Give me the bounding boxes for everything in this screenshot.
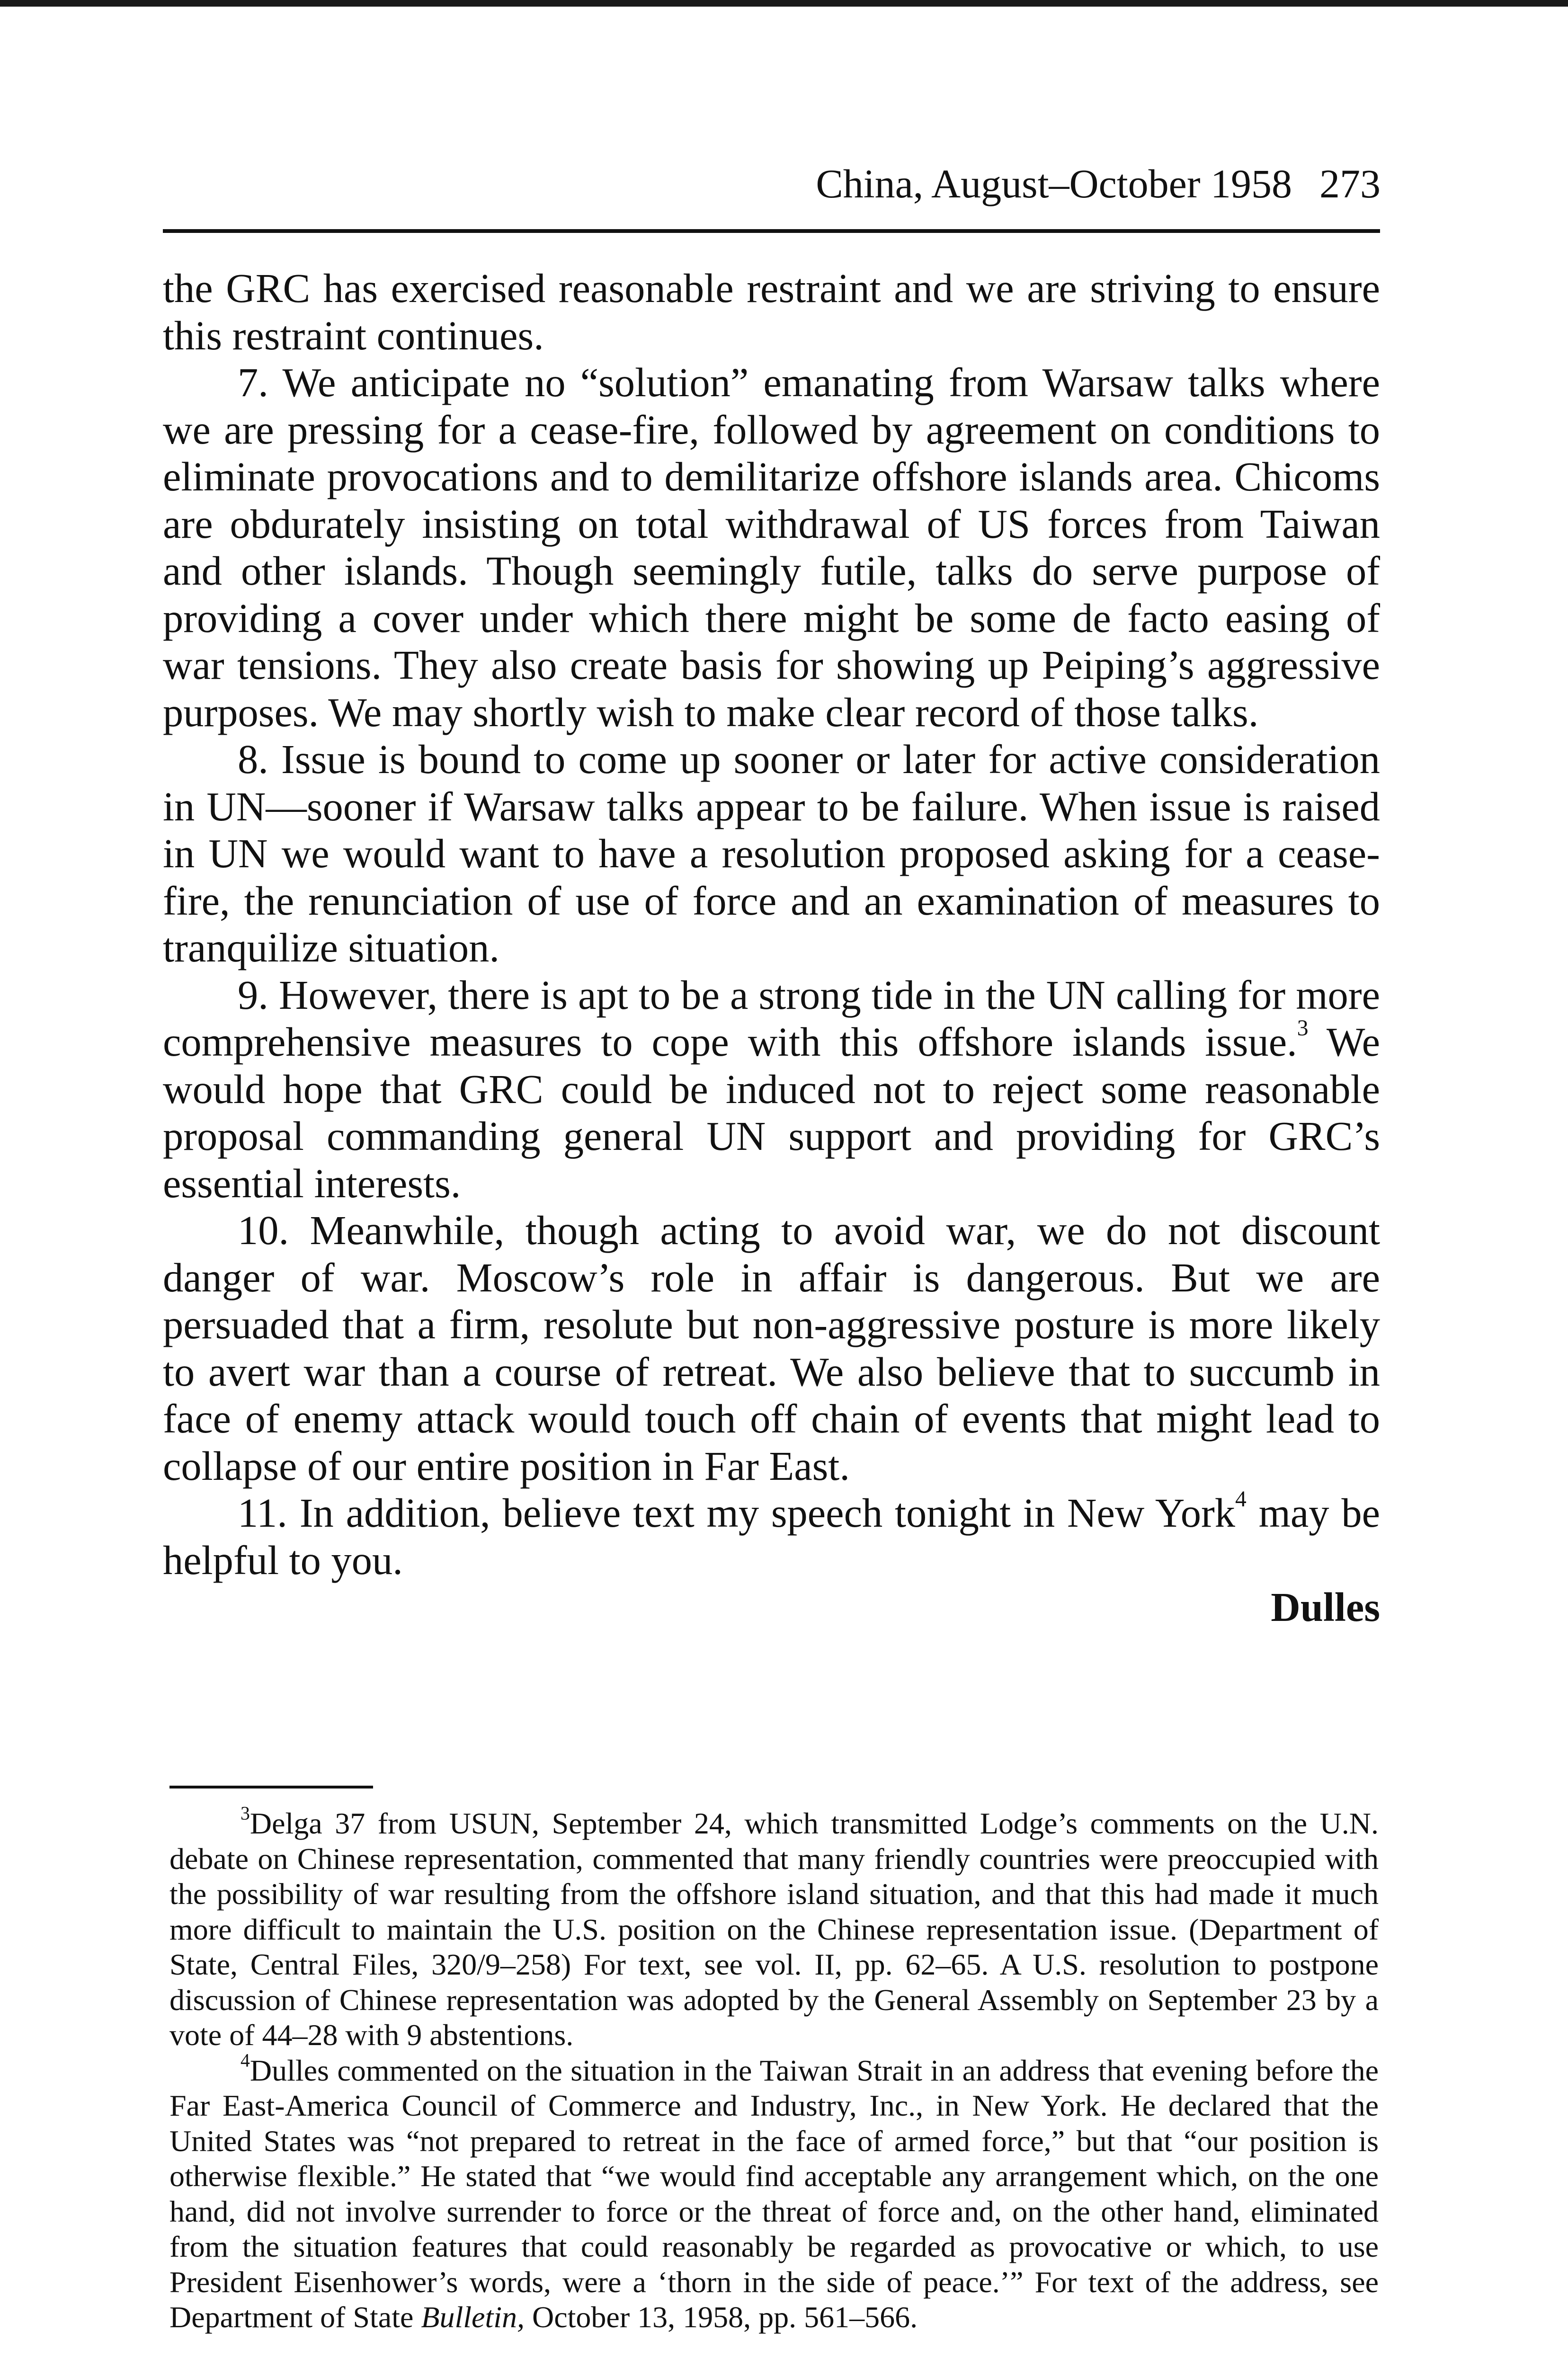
telegram-body — [163, 265, 1380, 1631]
header-rule — [163, 229, 1380, 233]
paragraph-11-text-b: may be helpful to you. — [163, 1490, 1380, 1583]
page-top-border — [0, 0, 1568, 7]
footnotes — [169, 1803, 1379, 2335]
footnote-3-text: Delga 37 from USUN, September 24, which transmitted Lodge’s comments on the U.N. debate on Chinese representation, commented that many friendly countries were preoccupied with the possibility of war resulting from the offshore island situation, and that this had made it much more difficult to maintain the U.S. position on the Chinese representation issue. (Department of State, Central Files, 320/9–258) For text, see vol. II, pp. 62–65. A U.S. resolution to postpone discussion of Chinese representation was adopted by the General Assembly on September 23 by a vote of 44–28 with 9 abstentions. — [169, 1806, 1379, 2052]
intro-paragraph: the GRC has exercised reasonable restraint and we are striving to ensure this restraint continues. — [163, 266, 1380, 358]
footnote-4-text-a: Dulles commented on the situation in the Taiwan Strait in an address that evening before the Far East-America Council of Commerce and Industry, Inc., in New York. He declared that the United States was “not prepared to retreat in the face of armed force,” but that “our position is otherwise flexible.” He stated that “we would find acceptable any arrangement which, on the one hand, did not involve surrender to force or the threat of force and, on the other hand, eliminated from the situation features that could reasonably be regarded as provocative or which, to use President Eisenhower’s words, were a ‘thorn in the side of peace.’” For text of the address, see Department of State — [169, 2053, 1379, 2334]
paragraph-9 — [163, 972, 1380, 1208]
footnote-ref-4[interactable]: 4 — [1235, 1487, 1247, 1512]
paragraph-9-text-a: 9. However, there is apt to be a strong tide in the UN calling for more comprehensive measures to cope with this offshore islands issue. — [163, 972, 1380, 1065]
paragraph-10: 10. Meanwhile, though acting to avoid war, we do not discount danger of war. Moscow’s role in affair is dangerous. But we are persuaded that a firm, resolute but non-aggressive posture is more likely to avert war than a course of retreat. We also believe that to succumb in face of enemy attack would touch off chain of events that might lead to collapse of our entire position in Far East. — [163, 1208, 1380, 1489]
running-head-title: China, August–October 1958 — [816, 161, 1292, 206]
page-number: 273 — [1319, 161, 1381, 206]
footnote-3-marker: 3 — [241, 1803, 250, 1824]
footnote-4-publication: Bulletin, — [421, 2300, 525, 2334]
footnote-rule — [169, 1786, 373, 1789]
paragraph-11-text-a: 11. In addition, believe text my speech tonight in New York — [238, 1490, 1236, 1536]
footnote-ref-3[interactable]: 3 — [1297, 1016, 1309, 1041]
footnote-4-marker: 4 — [241, 2049, 250, 2071]
paragraph-7: 7. We anticipate no “solution” emanating from Warsaw talks where we are pressing for a cease-fire, followed by agreement on conditions to eliminate provocations and to demilitarize offshore islands area. Chicoms are obdurately insisting on total withdrawal of US forces from Taiwan and other islands. Though seemingly futile, talks do serve purpose of providing a cover under which there might be some de facto easing of war tensions. They also create basis for showing up Peiping’s aggressive purposes. We may shortly wish to make clear record of those talks. — [163, 360, 1380, 735]
paragraph-8: 8. Issue is bound to come up sooner or later for active consideration in UN—sooner if Warsaw talks appear to be failure. When issue is raised in UN we would want to have a resolution proposed asking for a cease-fire, the renunciation of use of force and an examination of measures to tranquilize situation. — [163, 737, 1380, 970]
footnote-4-text-b: October 13, 1958, pp. 561–566. — [525, 2300, 918, 2334]
running-head — [816, 163, 1381, 204]
paragraph-9-text-b: We would hope that GRC could be induced not to reject some reasonable proposal commanding general UN support and providing for GRC’s essential interests. — [163, 1019, 1381, 1206]
footnote-3 — [169, 1803, 1379, 2053]
signature: Dulles — [1271, 1584, 1380, 1630]
footnote-4 — [169, 2049, 1379, 2335]
paragraph-11 — [163, 1487, 1380, 1584]
